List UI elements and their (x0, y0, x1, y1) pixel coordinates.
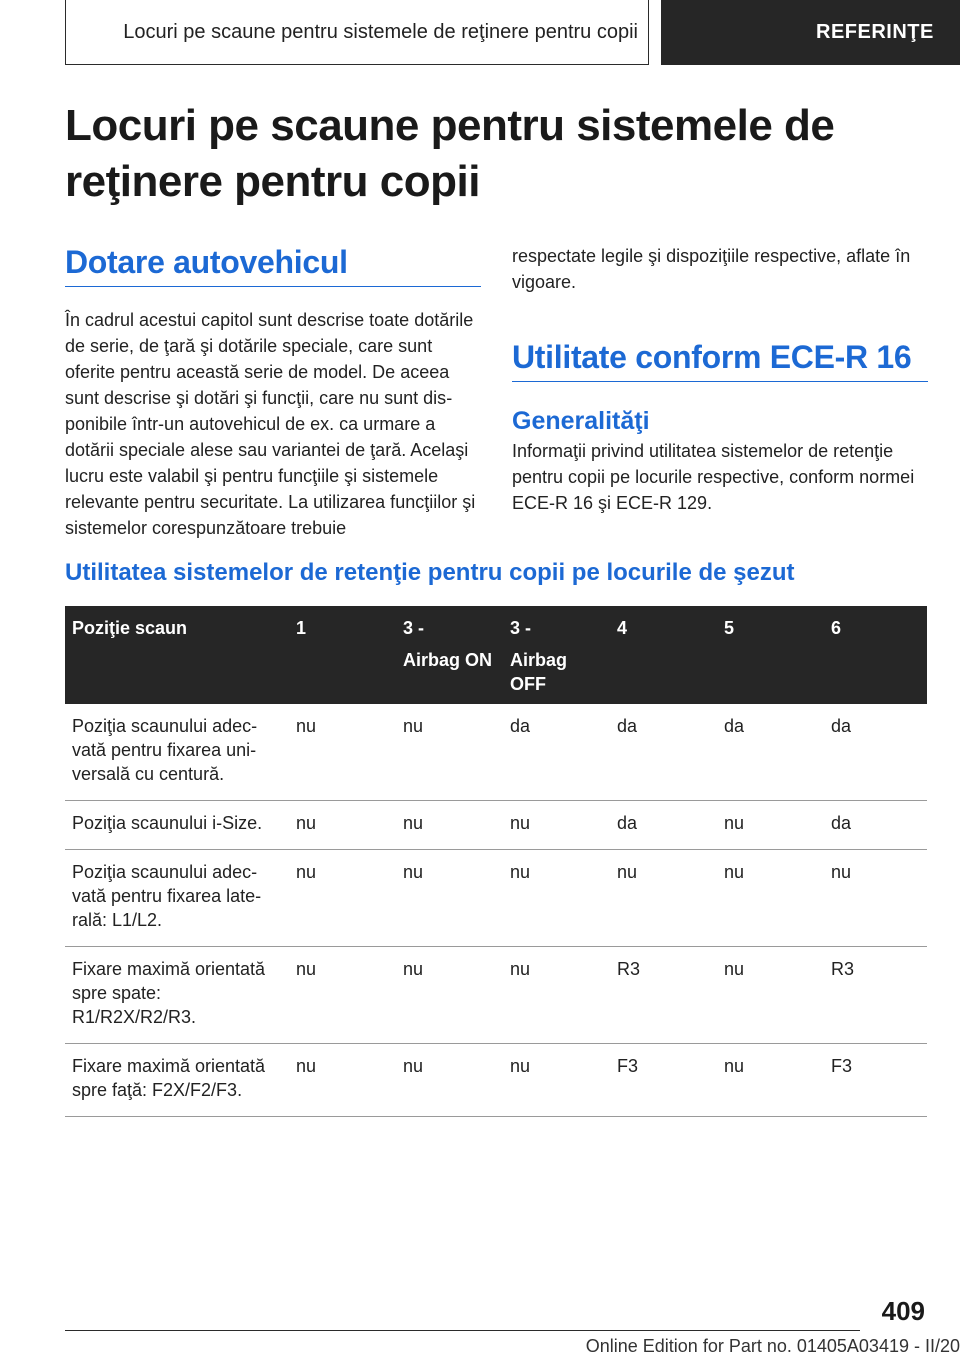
table-cell: nu (717, 1044, 824, 1117)
table-cell: da (610, 704, 717, 801)
table-cell: nu (717, 801, 824, 850)
heading-dotare-autovehicul: Dotare autovehicul (65, 240, 481, 287)
table-row (65, 1044, 927, 1117)
table-cell: Poziţia scaunului i-Size. (65, 801, 289, 850)
table-cell: nu (824, 850, 927, 947)
table-cell: Fixare maximă orientată spre spate: R1/R2X/R2/R3. (65, 947, 289, 1044)
footer-edition: Online Edition for Part no. 01405A03419 - II/20 (585, 1336, 960, 1356)
table-cell: nu (503, 850, 610, 947)
seat-table (65, 606, 927, 1117)
table-row (65, 850, 927, 947)
table-cell: nu (503, 801, 610, 850)
table-cell: nu (289, 850, 396, 947)
table-cell: nu (396, 850, 503, 947)
header-cell: 1 (296, 618, 307, 638)
page-title: Locuri pe scaune pentru sistemele de reţinere pentru copii (65, 101, 835, 206)
paragraph-continuation: respectate legile şi dispoziţiile respective, aflate în vigoare. (512, 246, 911, 292)
table-cell: nu (610, 850, 717, 947)
header-chapter-tab[interactable] (661, 0, 960, 65)
table-cell: nu (289, 704, 396, 801)
table-row (65, 947, 927, 1044)
header-cell: 4 (617, 618, 628, 638)
header-section-title-box (65, 0, 649, 65)
table-cell: nu (396, 704, 503, 801)
table-header-row (65, 606, 927, 704)
table-cell: R3 (824, 947, 927, 1044)
table-cell: F3 (824, 1044, 927, 1117)
header-cell: 5 (724, 618, 735, 638)
table-cell: Poziţia scaunului adecvată pentru fixarea laterală: L1/L2. (65, 850, 289, 947)
table-cell: da (503, 704, 610, 801)
table-cell: da (717, 704, 824, 801)
right-column (512, 240, 928, 516)
heading-utilitate-ece: Utilitate conform ECE-R 16 (512, 335, 928, 382)
table-heading: Utilitatea sistemelor de retenţie pentru copii pe locurile de şezut (65, 559, 795, 586)
header-section-title: Locuri pe scaune pentru sistemele de reţinere pentru copii (123, 20, 638, 43)
table-cell: da (824, 801, 927, 850)
header-cell: Poziţie scaun (72, 618, 188, 638)
paragraph-dotare: În cadrul acestui capitol sunt descrise toate dotările de serie, de ţară şi dotările speciale, care sunt oferite pentru această serie de model. De aceea sunt descrise şi dotări şi funcţii, care nu sunt disponibile într-un autovehicul de ex. ca urmare a dotării speciale alese sau variantei de ţară. Acelaşi lucru este valabil şi pentru funcţiile şi sistemele relevante pentru securitate. La utilizarea funcţiilor şi sistemelor corespunzătoare trebuie (65, 310, 476, 538)
table-cell: nu (396, 947, 503, 1044)
table-cell: nu (289, 947, 396, 1044)
table-cell: da (610, 801, 717, 850)
table-cell: nu (717, 850, 824, 947)
table-cell: Poziţia scaunului adecvată pentru fixarea universală cu centură. (65, 704, 289, 801)
table-cell: F3 (610, 1044, 717, 1117)
table-row (65, 801, 927, 850)
header-cell: 3 - Airbag ON (403, 618, 493, 670)
table-cell: nu (396, 1044, 503, 1117)
left-column (65, 240, 481, 541)
table-cell: nu (289, 801, 396, 850)
header-cell: 3 - Airbag OFF (510, 618, 568, 694)
table-cell: nu (503, 1044, 610, 1117)
heading-generalitati: Generalităţi (512, 407, 650, 435)
table-cell: nu (503, 947, 610, 1044)
table-cell: nu (396, 801, 503, 850)
chapter-tab-label: REFERINŢE (816, 21, 934, 43)
table-cell: Fixare maximă orientată spre faţă: F2X/F2/F3. (65, 1044, 289, 1117)
paragraph-generalitati: Informaţii privind utilitatea sistemelor de retenţie pentru copii pe locurile respective, conform normei ECE-R 16 şi ECE-R 129. (512, 441, 915, 513)
footer-divider (65, 1330, 860, 1331)
table-cell: nu (717, 947, 824, 1044)
table-cell: da (824, 704, 927, 801)
table-cell: R3 (610, 947, 717, 1044)
header-cell: 6 (831, 618, 842, 638)
table-cell: nu (289, 1044, 396, 1117)
table-row (65, 704, 927, 801)
page-number: 409 (881, 1296, 925, 1326)
